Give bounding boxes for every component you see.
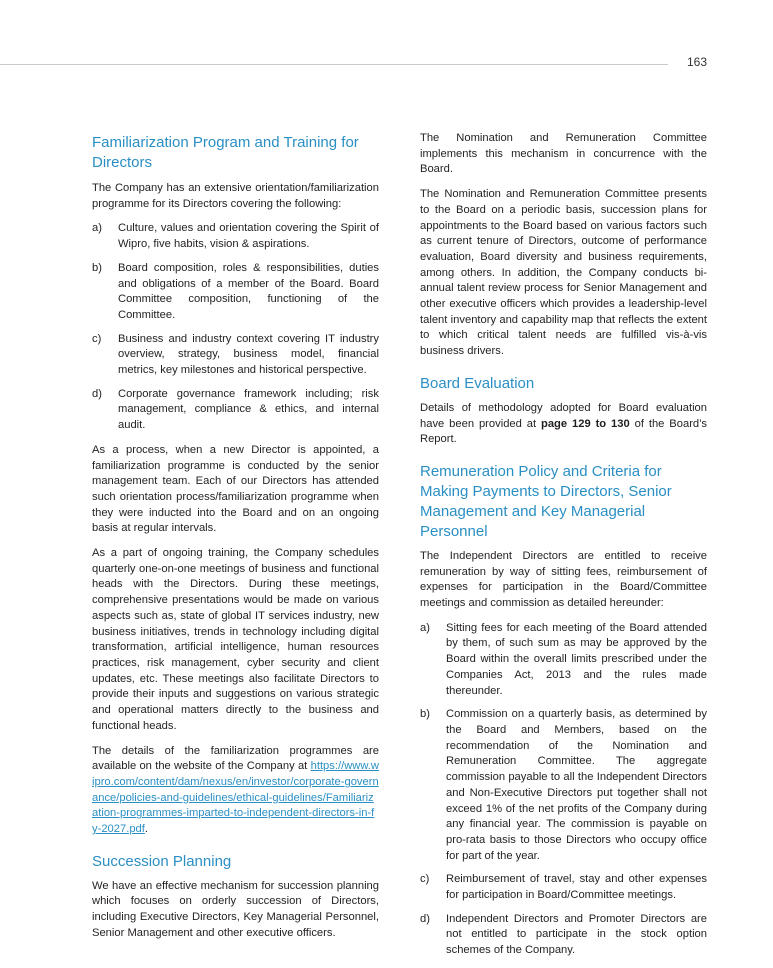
list-item (420, 707, 707, 864)
board-evaluation-para (420, 401, 707, 448)
page-reference: page 129 to 130 (541, 417, 630, 430)
list-item (420, 621, 707, 700)
list-item (92, 261, 379, 324)
familiarization-intro: The Company has an extensive orientation/familiarization programme for its Directors covering the following: (92, 182, 379, 210)
para-text: Details of methodology adopted for Board evaluation have been provided at (420, 401, 707, 430)
header-rule (0, 64, 668, 65)
list-item (92, 387, 379, 434)
familiarization-para-3 (92, 744, 379, 838)
list-text: Business and industry context covering IT industry overview, strategy, business model, financial metrics, key milestones and historical perspective. (118, 332, 379, 377)
list-text: Sitting fees for each meeting of the Board attended by them, of such sum as may be approved by the Board within the overall limits prescribed under the Companies Act, 2013 and the rules made thereunder. (446, 621, 707, 697)
list-marker: d) (420, 912, 430, 925)
remuneration-intro: The Independent Directors are entitled to receive remuneration by way of sitting fees, reimbursement of expenses for participation in the Board/Committee meetings and commission as detailed hereunder: (420, 549, 707, 610)
para-text: of the Board’s Report. (420, 417, 708, 446)
list-marker: c) (420, 873, 430, 886)
list-item (92, 332, 379, 379)
list-text: Corporate governance framework including; risk management, compliance & ethics, and internal audit. (118, 387, 379, 432)
list-item (420, 872, 707, 903)
familiarization-para-2: As a part of ongoing training, the Company schedules quarterly one-on-one meetings of business and functional heads with the Directors. During these meetings, comprehensive presentations would be made on various aspects such as, state of global IT services industry, new business initiatives, trends in technology including digital transformation, artificial intelligence, human resources practices, risk management, cyber security and client updates, etc. These meetings also facilitate Directors to provide their inputs and suggestions on various strategic and operational matters directly to the business and functional heads. (92, 547, 379, 732)
right-column (420, 131, 707, 968)
list-marker: a) (420, 621, 430, 634)
list-marker: c) (92, 332, 102, 345)
list-marker: b) (92, 261, 102, 274)
list-text: Independent Directors and Promoter Directors are not entitled to participate in the stock option schemes of the Company. (446, 912, 707, 957)
list-text: Board composition, roles & responsibilities, duties and obligations of a member of the Board. Board Committee composition, functioning of the Committee. (118, 261, 379, 321)
familiarization-para-1: As a process, when a new Director is appointed, a familiarization programme is conducted by the senior management team. Each of our Directors has attended such orientation process/familiarization programme when they were inducted into the Board and on an ongoing basis at regular intervals. (92, 443, 379, 535)
para-text: . (144, 823, 148, 836)
succession-para-cont-2: The Nomination and Remuneration Committee presents to the Board on a periodic basis, succession plans for appointments to the Board based on various factors such as current tenure of Directors, outcome of performance evaluation, Board diversity and business requirements, among others. In addition, the Company conducts bi-annual talent review process for Senior Management and other executive officers which provides a leadership-level talent inventory and capability map that reflects the extent to which critical talent needs are fulfilled vis-à-vis business drivers. (420, 188, 707, 358)
succession-para-cont-1: The Nomination and Remuneration Committee implements this mechanism in concurrence with the Board. (420, 132, 707, 176)
remuneration-list (420, 621, 707, 959)
remuneration-heading: Remuneration Policy and Criteria for Making Payments to Directors, Senior Management and Key Managerial Personnel (420, 462, 672, 540)
familiarization-policy-link[interactable]: https://www.wipro.com/content/dam/nexus/en/investor/corporate-governance/policies-and-guidelines/ethical-guidelines/Familiarization-programmes-imparted-to-independent-directors-in-fy-2027.pdf (92, 760, 379, 836)
familiarization-list (92, 221, 379, 433)
list-marker: a) (92, 222, 102, 235)
list-marker: d) (92, 387, 102, 400)
list-text: Culture, values and orientation covering the Spirit of Wipro, five habits, vision & aspirations. (118, 222, 379, 251)
page-number: 163 (686, 55, 707, 69)
para-text: The details of the familiarization programmes are available on the website of the Company at (92, 744, 379, 773)
succession-heading: Succession Planning (92, 852, 232, 870)
list-text: Commission on a quarterly basis, as determined by the Board and Members, based on the recommendation of the Nomination and Remuneration Committee. The aggregate commission payable to all the Independent Directors and Non-Executive Directors put together shall not exceed 1% of the net profits of the Company during any financial year. The commission is payable on pro-rata basis to those Directors who occupy office for part of the year. (446, 708, 707, 862)
list-marker: b) (420, 708, 430, 721)
succession-para: We have an effective mechanism for succession planning which focuses on orderly succession of Directors, including Executive Directors, Key Managerial Personnel, Senior Management and other executive officers. (92, 879, 379, 939)
familiarization-heading: Familiarization Program and Training for Directors (92, 134, 359, 171)
list-text: Reimbursement of travel, stay and other expenses for participation in Board/Committee meetings. (446, 873, 707, 902)
left-column (92, 131, 379, 951)
board-evaluation-heading: Board Evaluation (420, 374, 535, 392)
list-item (420, 912, 707, 959)
list-item (92, 221, 379, 252)
